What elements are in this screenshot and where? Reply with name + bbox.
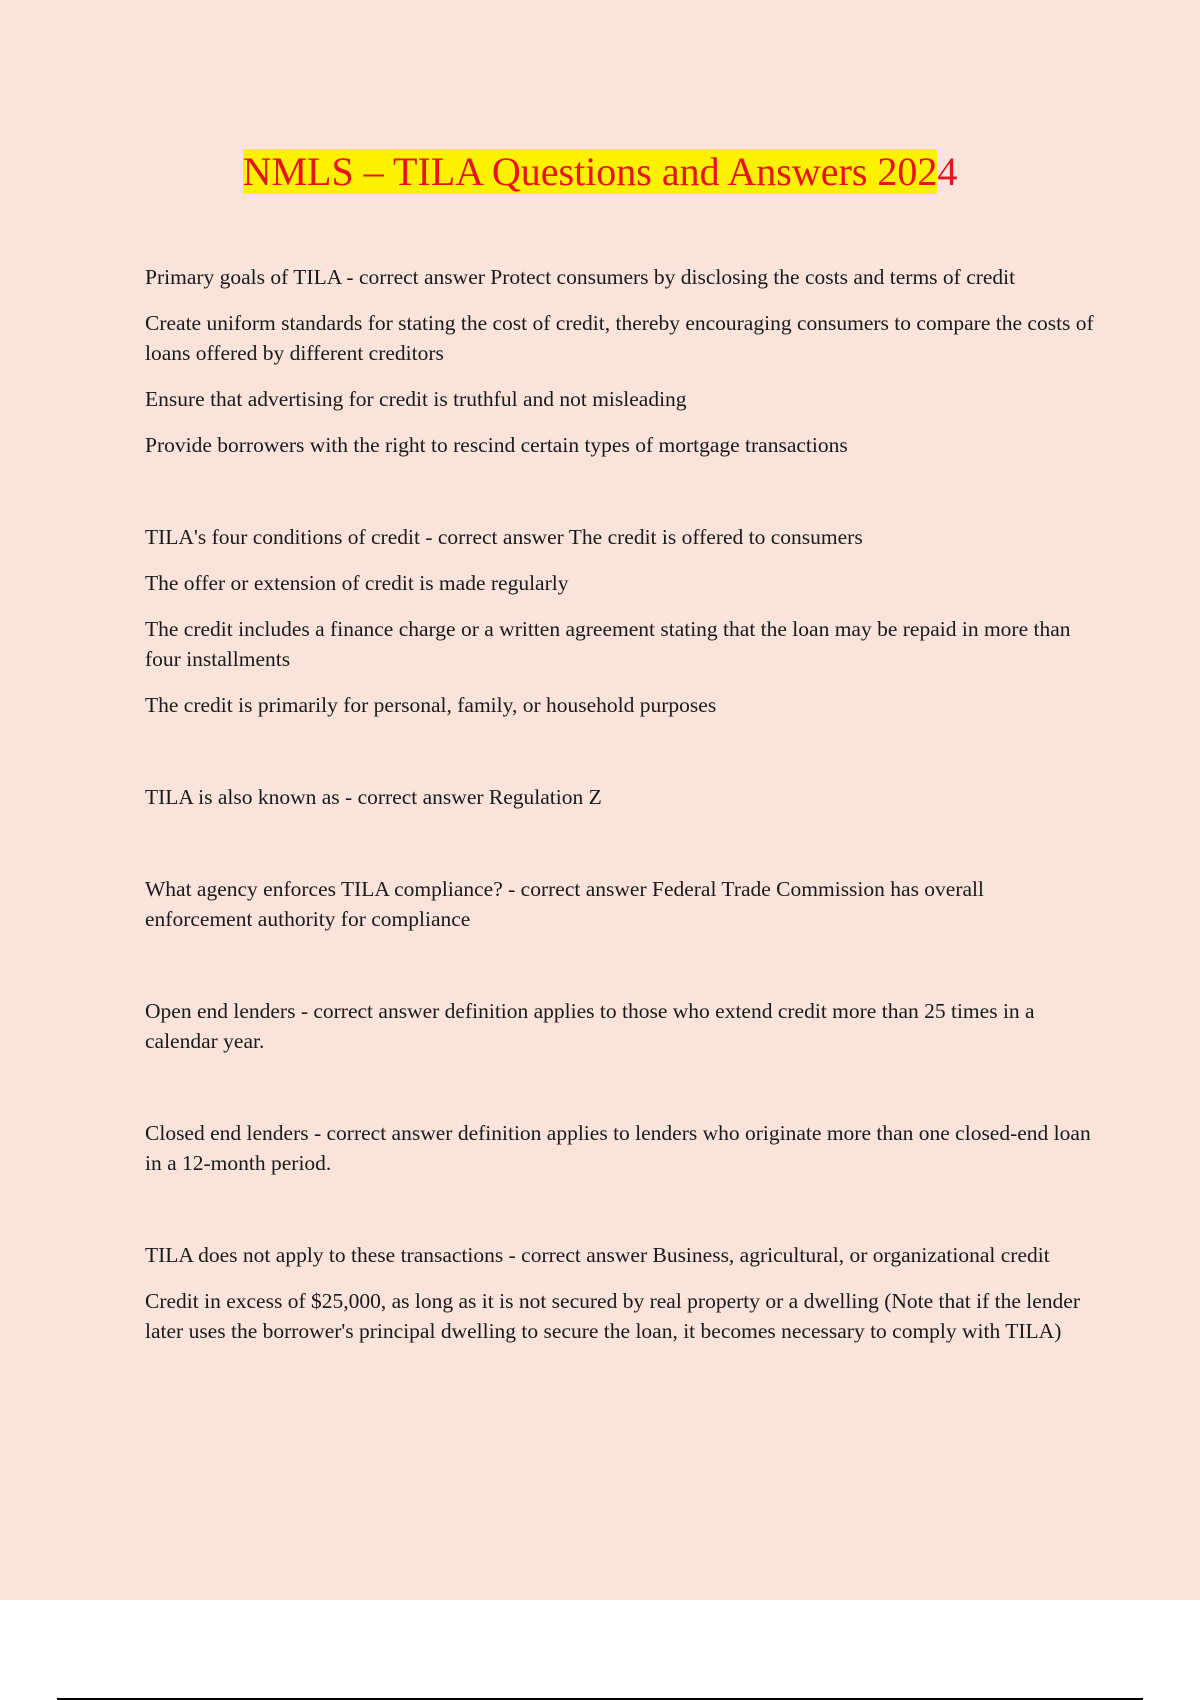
qa-answer-line: The credit includes a finance charge or a written agreement stating that the loan may be repaid in more than four installments xyxy=(145,617,1071,671)
qa-open-end-lenders: Open end lenders - correct answer definition applies to those who extend credit more than 25 times in a calendar year. xyxy=(145,999,1035,1053)
qa-exempt-transactions: TILA does not apply to these transactions - correct answer Business, agricultural, or organizational credit xyxy=(145,1243,1050,1267)
qa-enforcing-agency: What agency enforces TILA compliance? - correct answer Federal Trade Commission has overall enforcement authority for compliance xyxy=(145,877,985,931)
qa-answer-line: Credit in excess of $25,000, as long as it is not secured by real property or a dwelling (Note that if the lender later uses the borrower's principal dwelling to secure the loan, it becomes necessary to comply with TILA) xyxy=(145,1289,1080,1343)
qa-answer-line: Create uniform standards for stating the cost of credit, thereby encouraging consumers to compare the costs of loans offered by different creditors xyxy=(145,311,1094,365)
qa-answer-line: The credit is primarily for personal, family, or household purposes xyxy=(145,693,717,717)
qa-closed-end-lenders: Closed end lenders - correct answer definition applies to lenders who originate more than one closed-end loan in a 12-month period. xyxy=(145,1121,1091,1175)
qa-answer-line: The offer or extension of credit is made regularly xyxy=(145,571,569,595)
title-highlighted-text: NMLS – TILA Questions and Answers 202 xyxy=(242,149,938,194)
qa-answer-line: Provide borrowers with the right to rescind certain types of mortgage transactions xyxy=(145,433,848,457)
qa-also-known-as: TILA is also known as - correct answer Regulation Z xyxy=(145,785,602,809)
page-title xyxy=(0,148,1200,196)
section-spacer xyxy=(145,736,1095,782)
qa-primary-goals: Primary goals of TILA - correct answer Protect consumers by disclosing the costs and terms of credit xyxy=(145,265,1016,289)
section-spacer xyxy=(145,1072,1095,1118)
section-spacer xyxy=(145,950,1095,996)
qa-answer-line: Ensure that advertising for credit is truthful and not misleading xyxy=(145,387,687,411)
qa-content xyxy=(145,262,1095,1362)
section-spacer xyxy=(145,828,1095,874)
qa-four-conditions: TILA's four conditions of credit - correct answer The credit is offered to consumers xyxy=(145,525,863,549)
section-spacer xyxy=(145,1194,1095,1240)
section-spacer xyxy=(145,476,1095,522)
title-tail-text: 4 xyxy=(937,149,958,194)
